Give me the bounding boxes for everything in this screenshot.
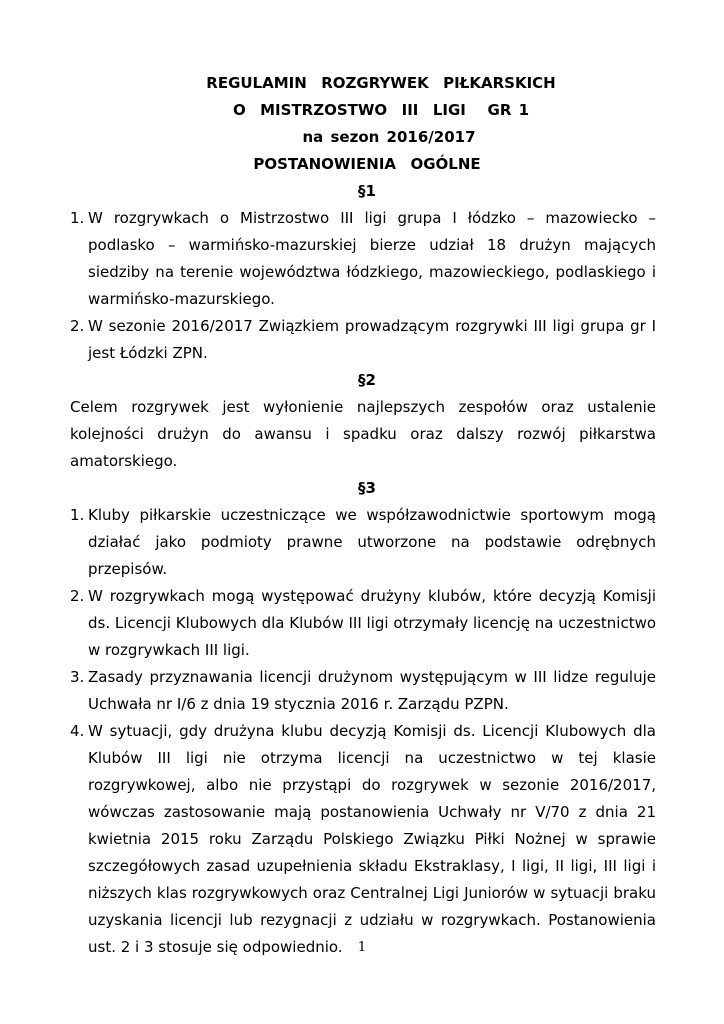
section-1-item bbox=[70, 313, 656, 367]
item-text: Zasady przyznawania licencji drużynom występującym w III lidze reguluje Uchwała nr I/6 z dnia 19 stycznia 2016 r. Zarządu PZPN. bbox=[88, 668, 656, 713]
document-title-line-2: O MISTRZOSTWO III LIGI GR 1 bbox=[232, 101, 530, 119]
document-title-line-1: REGULAMIN ROZGRYWEK PIŁKARSKICH bbox=[206, 74, 556, 92]
item-number: 1. bbox=[70, 506, 85, 524]
page-number: 1 bbox=[357, 940, 367, 955]
section-1-heading: §1 bbox=[358, 182, 376, 200]
item-number: 3. bbox=[70, 668, 85, 686]
item-text: W rozgrywkach mogą występować drużyny klubów, które decyzją Komisji ds. Licencji Klubowych dla Klubów III ligi otrzymały licencję na uczestnictwo w rozgrywkach III ligi. bbox=[88, 587, 657, 659]
section-3-item bbox=[70, 664, 656, 718]
section-2-text: Celem rozgrywek jest wyłonienie najlepszych zespołów oraz ustalenie kolejności drużyn do awansu i spadku oraz dalszy rozwój piłkarstwa amatorskiego. bbox=[70, 398, 656, 470]
item-number: 1. bbox=[70, 209, 85, 227]
section-1-item bbox=[70, 205, 656, 313]
section-3-item bbox=[70, 583, 656, 664]
document-page bbox=[70, 70, 656, 961]
document-section-title: POSTANOWIENIA OGÓLNE bbox=[253, 155, 481, 173]
section-3-heading: §3 bbox=[358, 479, 376, 497]
item-text: W sytuacji, gdy drużyna klubu decyzją Komisji ds. Licencji Klubowych dla Klubów III ligi nie otrzyma licencji na uczestnictwo w tej klasie rozgrywkowej, albo nie przystąpi do rozgrywek w sezonie 2016/2017, wówczas zastosowanie mają postanowienia Uchwały nr V/70 z dnia 21 kwietnia 2015 roku Zarządu Polskiego Związku Piłki Nożnej w sprawie szczegółowych zasad uzupełnienia składu Ekstraklasy, I ligi, II ligi, III ligi i niższych klas rozgrywkowych oraz Centralnej Ligi Juniorów w sytuacji braku uzyskania licencji lub rezygnacji z udziału w rozgrywkach. Postanowienia ust. 2 i 3 stosuje się odpowiednio. bbox=[88, 722, 656, 956]
item-number: 4. bbox=[70, 722, 85, 740]
section-2-heading: §2 bbox=[358, 371, 376, 389]
section-3-item bbox=[70, 502, 656, 583]
item-number: 2. bbox=[70, 317, 85, 335]
item-number: 2. bbox=[70, 587, 85, 605]
item-text: W rozgrywkach o Mistrzostwo III ligi grupa I łódzko – mazowiecko – podlasko – warmińsko-mazurskiej bierze udział 18 drużyn mających siedziby na terenie województwa łódzkiego, mazowieckiego, podlaskiego i warmińsko-mazurskiego. bbox=[88, 209, 656, 308]
section-3-item bbox=[70, 718, 656, 961]
item-text: Kluby piłkarskie uczestniczące we współzawodnictwie sportowym mogą działać jako podmioty prawne utworzone na podstawie odrębnych przepisów. bbox=[88, 506, 656, 578]
item-text: W sezonie 2016/2017 Związkiem prowadzącym rozgrywki III ligi grupa gr I jest Łódzki ZPN. bbox=[88, 317, 656, 362]
document-title-season: na sezon 2016/2017 bbox=[302, 128, 476, 146]
